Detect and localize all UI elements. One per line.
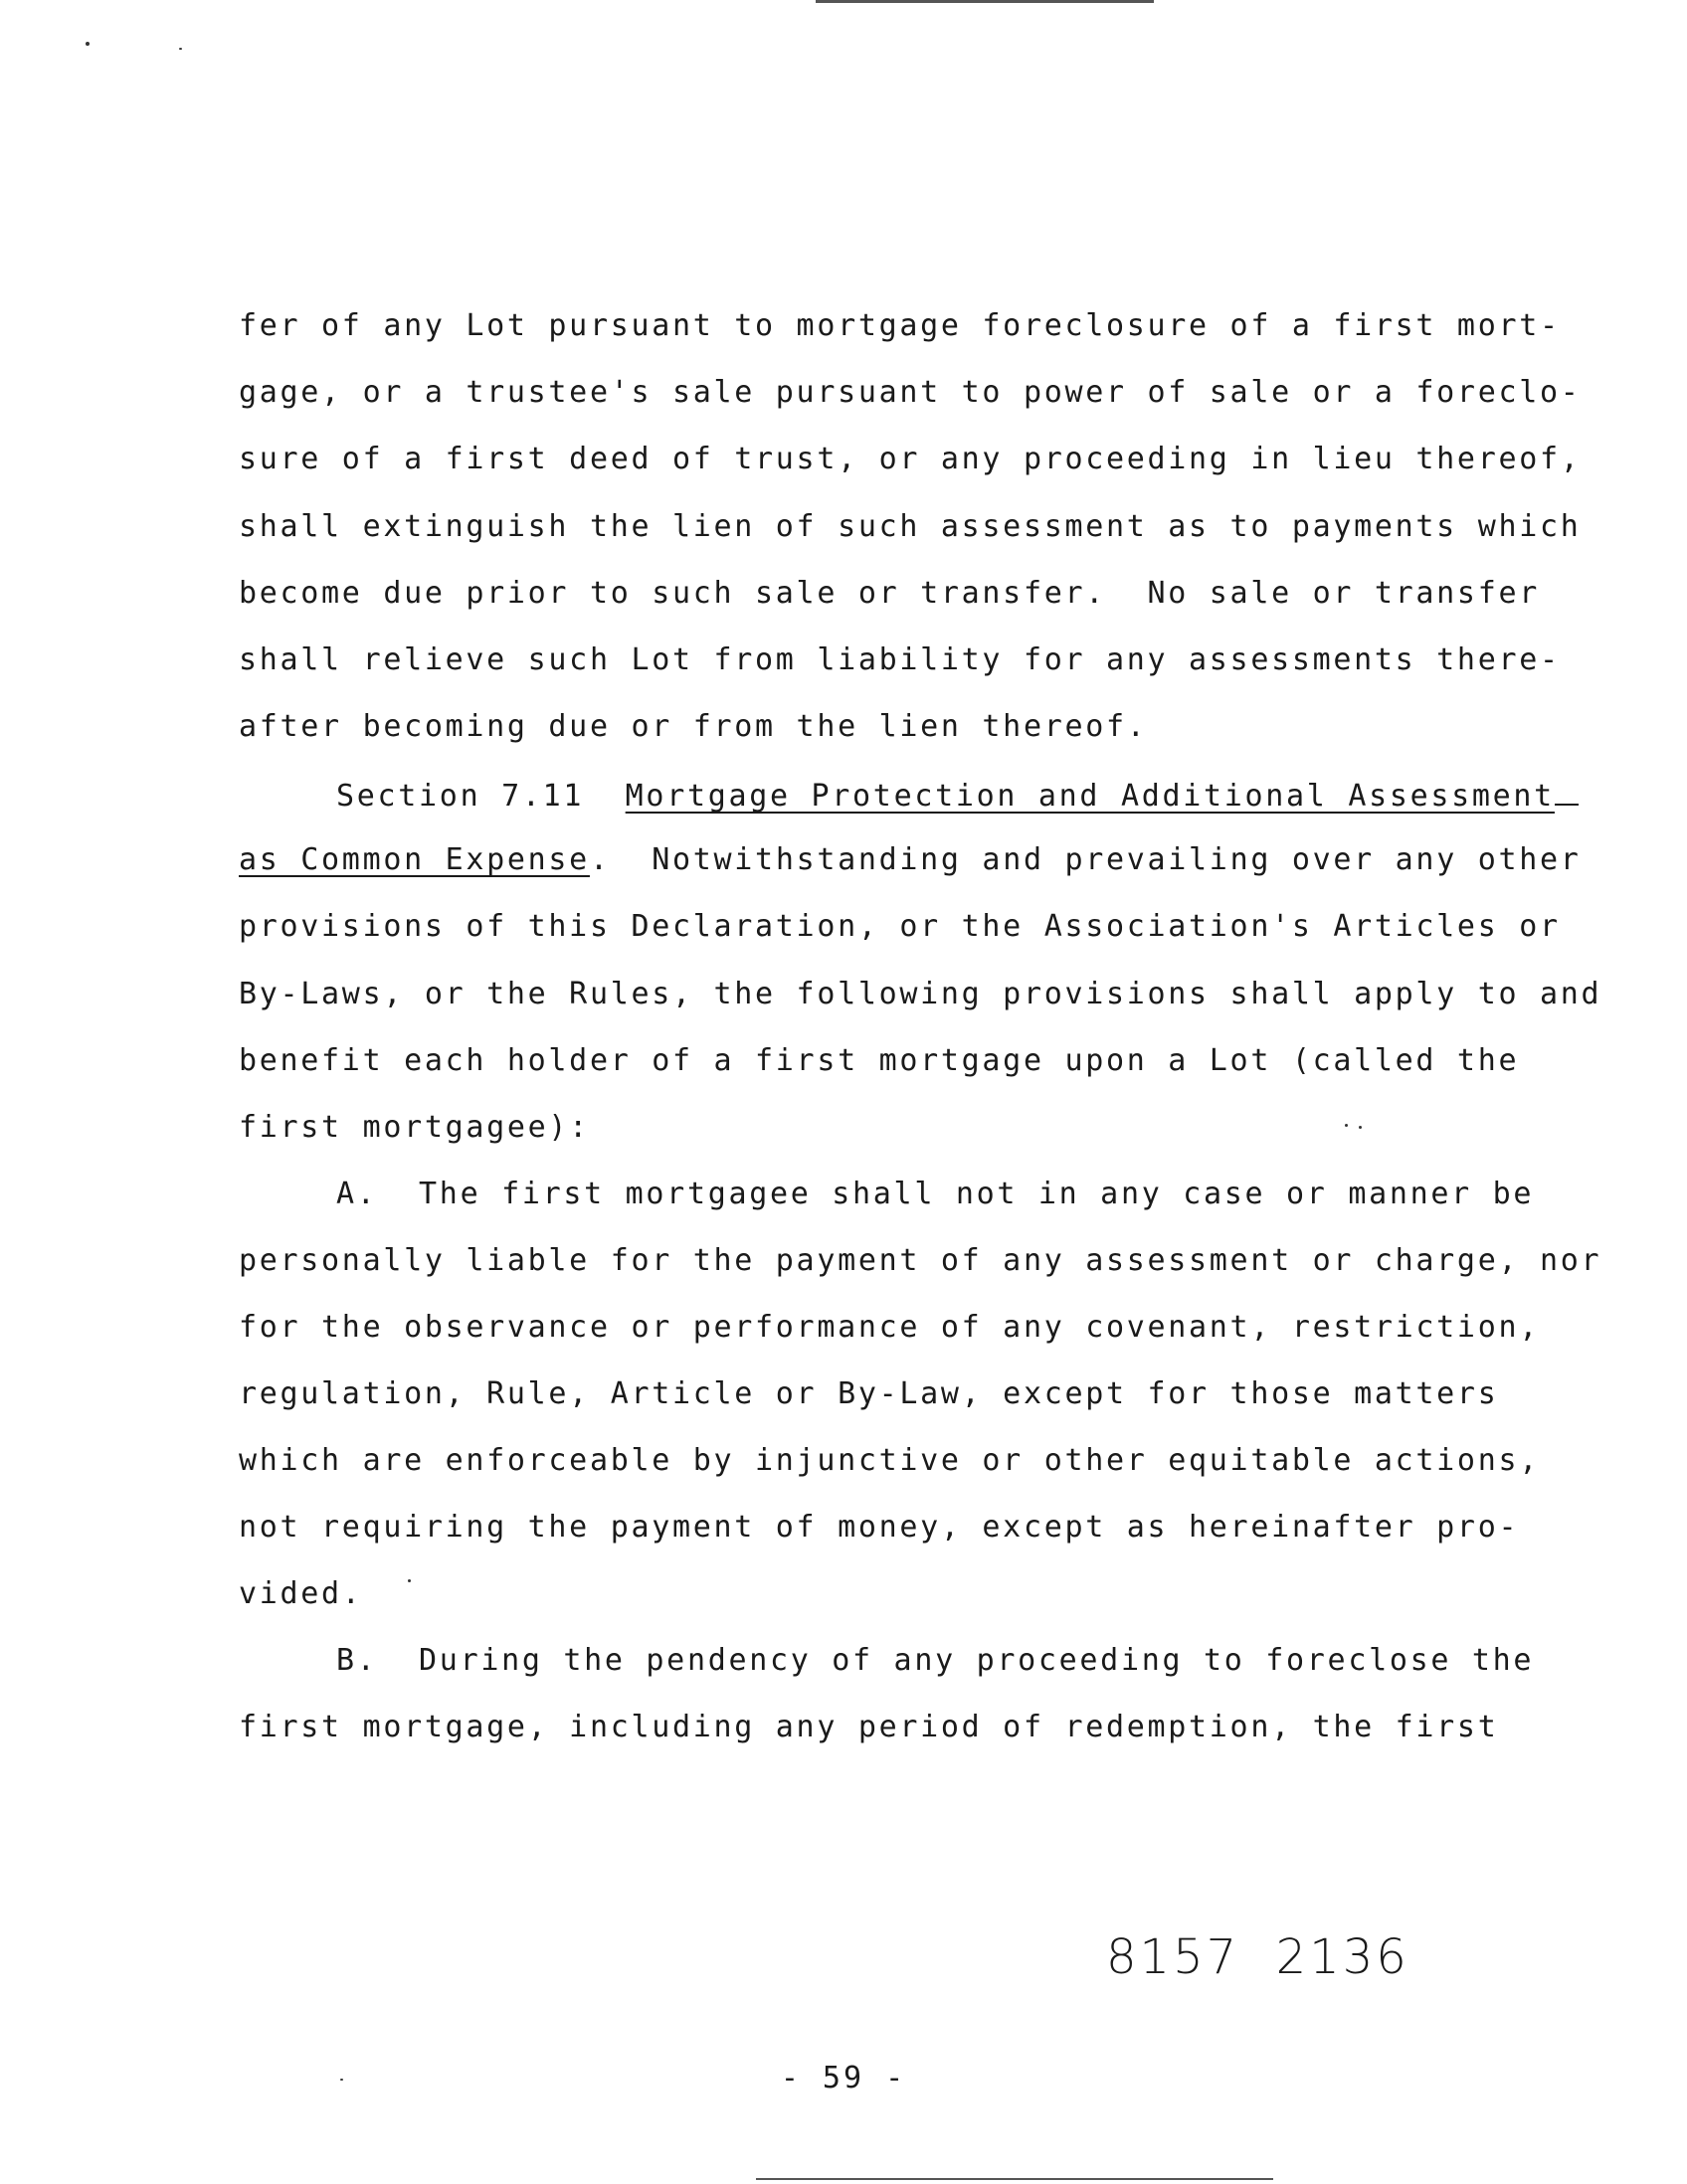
scan-speck (86, 42, 90, 46)
body-line-7: after becoming due or from the lien thereof. (239, 709, 1148, 744)
paragraph-a-line-7: vided. (239, 1576, 363, 1611)
section-line-2: provisions of this Declaration, or the Association's Articles or (239, 909, 1561, 944)
paragraph-b-first-line: B. During the pendency of any proceeding to foreclose the (336, 1643, 1535, 1678)
paragraph-a-first-line: A. The first mortgagee shall not in any case or manner be (336, 1177, 1535, 1211)
recording-stamp: 8157 2136 (1106, 1929, 1409, 1985)
body-line-2: gage, or a trustee's sale pursuant to power of sale or a foreclo- (239, 375, 1582, 410)
paragraph-a-line-5: which are enforceable by injunctive or other equitable actions, (239, 1443, 1540, 1478)
section-line-5: first mortgagee): (239, 1110, 590, 1145)
paragraph-b-line-2: first mortgage, including any period of redemption, the first (239, 1710, 1499, 1744)
section-title-part2: as Common Expense (239, 842, 590, 877)
paragraph-a-line-4: regulation, Rule, Article or By-Law, except for those matters (239, 1376, 1499, 1411)
paragraph-a-line-2: personally liable for the payment of any assessment or charge, nor (239, 1243, 1602, 1278)
section-title-part1: Mortgage Protection and Additional Assessment (625, 779, 1555, 814)
section-line-1-rest: Notwithstanding and prevailing over any other (652, 842, 1582, 877)
paragraph-a-line-6: not requiring the payment of money, except as hereinafter pro- (239, 1510, 1520, 1545)
section-line-3: By-Laws, or the Rules, the following provisions shall apply to and (239, 977, 1602, 1011)
scan-speck (179, 48, 182, 50)
body-line-4: shall extinguish the lien of such assessment as to payments which (239, 509, 1582, 544)
section-line-4: benefit each holder of a first mortgage upon a Lot (called the (239, 1043, 1520, 1078)
page-number: - 59 - (780, 2061, 907, 2095)
scan-speck (1345, 1124, 1348, 1127)
section-heading-line (336, 774, 1579, 817)
body-line-3: sure of a first deed of trust, or any proceeding in lieu thereof, (239, 442, 1582, 476)
body-line-5: become due prior to such sale or transfer. No sale or transfer (239, 576, 1540, 611)
scan-speck (1359, 1126, 1362, 1129)
scan-speck (408, 1579, 411, 1582)
scan-edge-mark (756, 2178, 1273, 2180)
body-line-1: fer of any Lot pursuant to mortgage foreclosure of a first mort- (239, 308, 1561, 343)
section-line-1: as Common Expense. Notwithstanding and prevailing over any other (239, 842, 1582, 877)
body-line-6: shall relieve such Lot from liability for any assessments there- (239, 642, 1561, 677)
section-title-underline-tail (1555, 774, 1579, 806)
section-number: Section 7.11 (336, 779, 585, 814)
scan-edge-mark (816, 0, 1154, 3)
paragraph-a-line-3: for the observance or performance of any covenant, restriction, (239, 1310, 1540, 1345)
